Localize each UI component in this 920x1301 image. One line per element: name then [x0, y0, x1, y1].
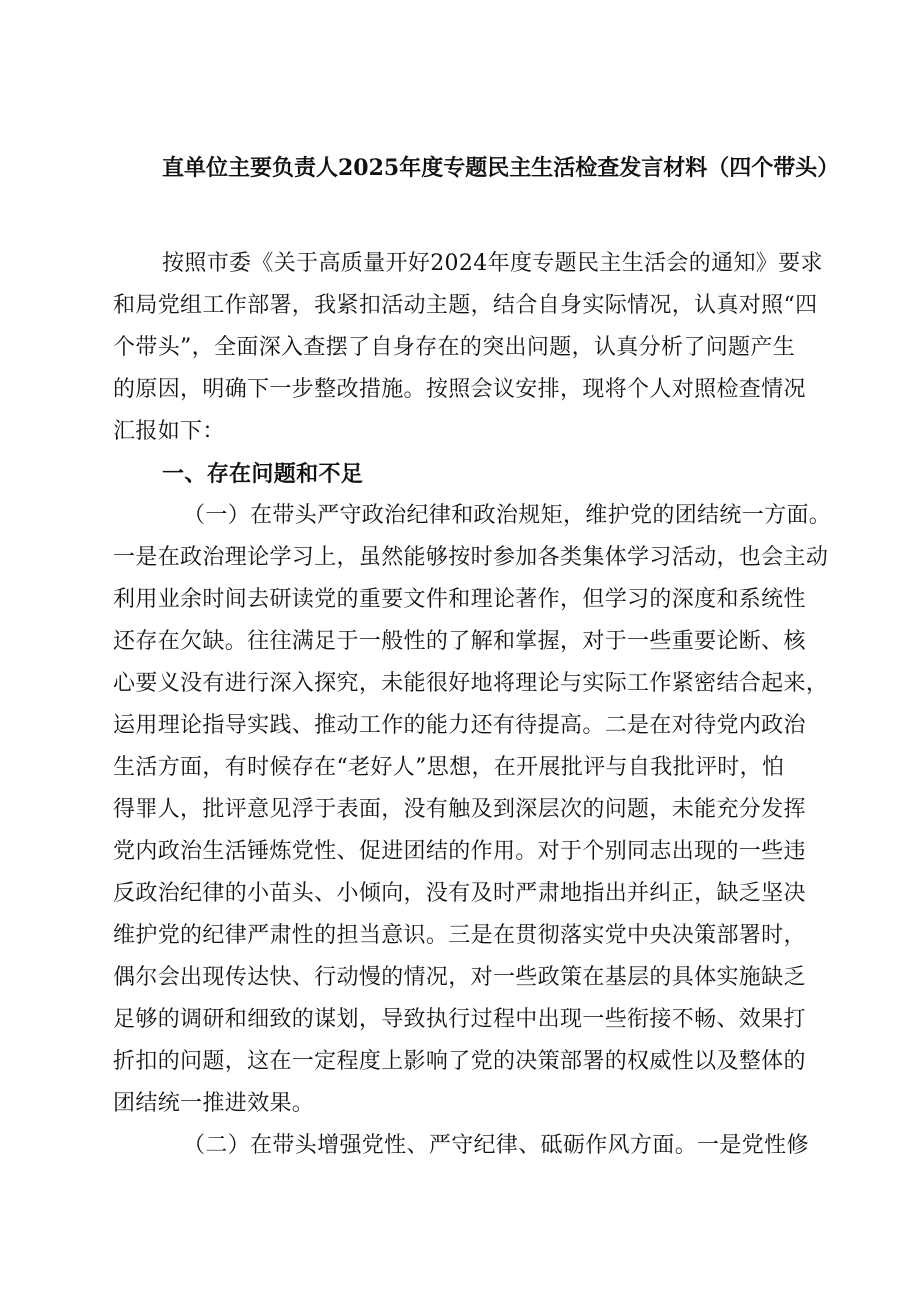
section-heading: 一、存在问题和不足 [162, 461, 364, 487]
subsection-1-line-11: 维护党的纪律严肃性的担当意识。三是在贯彻落实党中央决策部署时， [113, 923, 806, 948]
subsection-1-line-13: 足够的调研和细致的谋划，导致执行过程中出现一些衔接不畅、效果打 [113, 1007, 806, 1032]
intro-line-4: 的原因，明确下一步整改措施。按照会议安排，现将个人对照检查情况 [113, 377, 806, 402]
subsection-1-line-12: 偶尔会出现传达快、行动慢的情况，对一些政策在基层的具体实施缺乏 [113, 965, 806, 990]
subsection-1-line-3: 利用业余时间去研读党的重要文件和理论著作，但学习的深度和系统性 [113, 587, 806, 612]
intro-line-3: 个带头”，全面深入查摆了自身存在的突出问题，认真分析了问题产生 [113, 335, 796, 360]
subsection-1-line-8: 得罪人，批评意见浮于表面，没有触及到深层次的问题，未能充分发挥 [113, 797, 806, 822]
subsection-1-line-2: 一是在政治理论学习上，虽然能够按时参加各类集体学习活动，也会主动 [113, 545, 829, 570]
subsection-2-line-1: （二）在带头增强党性、严守纪律、砥砺作风方面。一是党性修 [183, 1133, 809, 1158]
document-title: 直单位主要负责人2025年度专题民主生活检查发言材料（四个带头） [162, 155, 840, 181]
intro-line-1: 按照市委《关于高质量开好2024年度专题民主生活会的通知》要求 [162, 251, 823, 276]
intro-line-5: 汇报如下： [113, 419, 225, 444]
subsection-1-line-1: （一）在带头严守政治纪律和政治规矩，维护党的团结统一方面。 [183, 503, 832, 528]
subsection-1-line-4: 还存在欠缺。往往满足于一般性的了解和掌握，对于一些重要论断、核 [113, 629, 806, 654]
subsection-1-line-7: 生活方面，有时候存在“老好人”思想，在开展批评与自我批评时，怕 [113, 755, 785, 780]
subsection-1-line-9: 党内政治生活锤炼党性、促进团结的作用。对于个别同志出现的一些违 [113, 839, 806, 864]
subsection-1-line-14: 折扣的问题，这在一定程度上影响了党的决策部署的权威性以及整体的 [113, 1049, 806, 1074]
subsection-1-line-6: 运用理论指导实践、推动工作的能力还有待提高。二是在对待党内政治 [113, 713, 806, 738]
subsection-1-line-10: 反政治纪律的小苗头、小倾向，没有及时严肃地指出并纠正，缺乏坚决 [113, 881, 806, 906]
subsection-1-line-15: 团结统一推进效果。 [113, 1091, 315, 1116]
intro-line-2: 和局党组工作部署，我紧扣活动主题，结合自身实际情况，认真对照“四 [113, 293, 818, 318]
subsection-1-line-5: 心要义没有进行深入探究，未能很好地将理论与实际工作紧密结合起来， [113, 671, 829, 696]
